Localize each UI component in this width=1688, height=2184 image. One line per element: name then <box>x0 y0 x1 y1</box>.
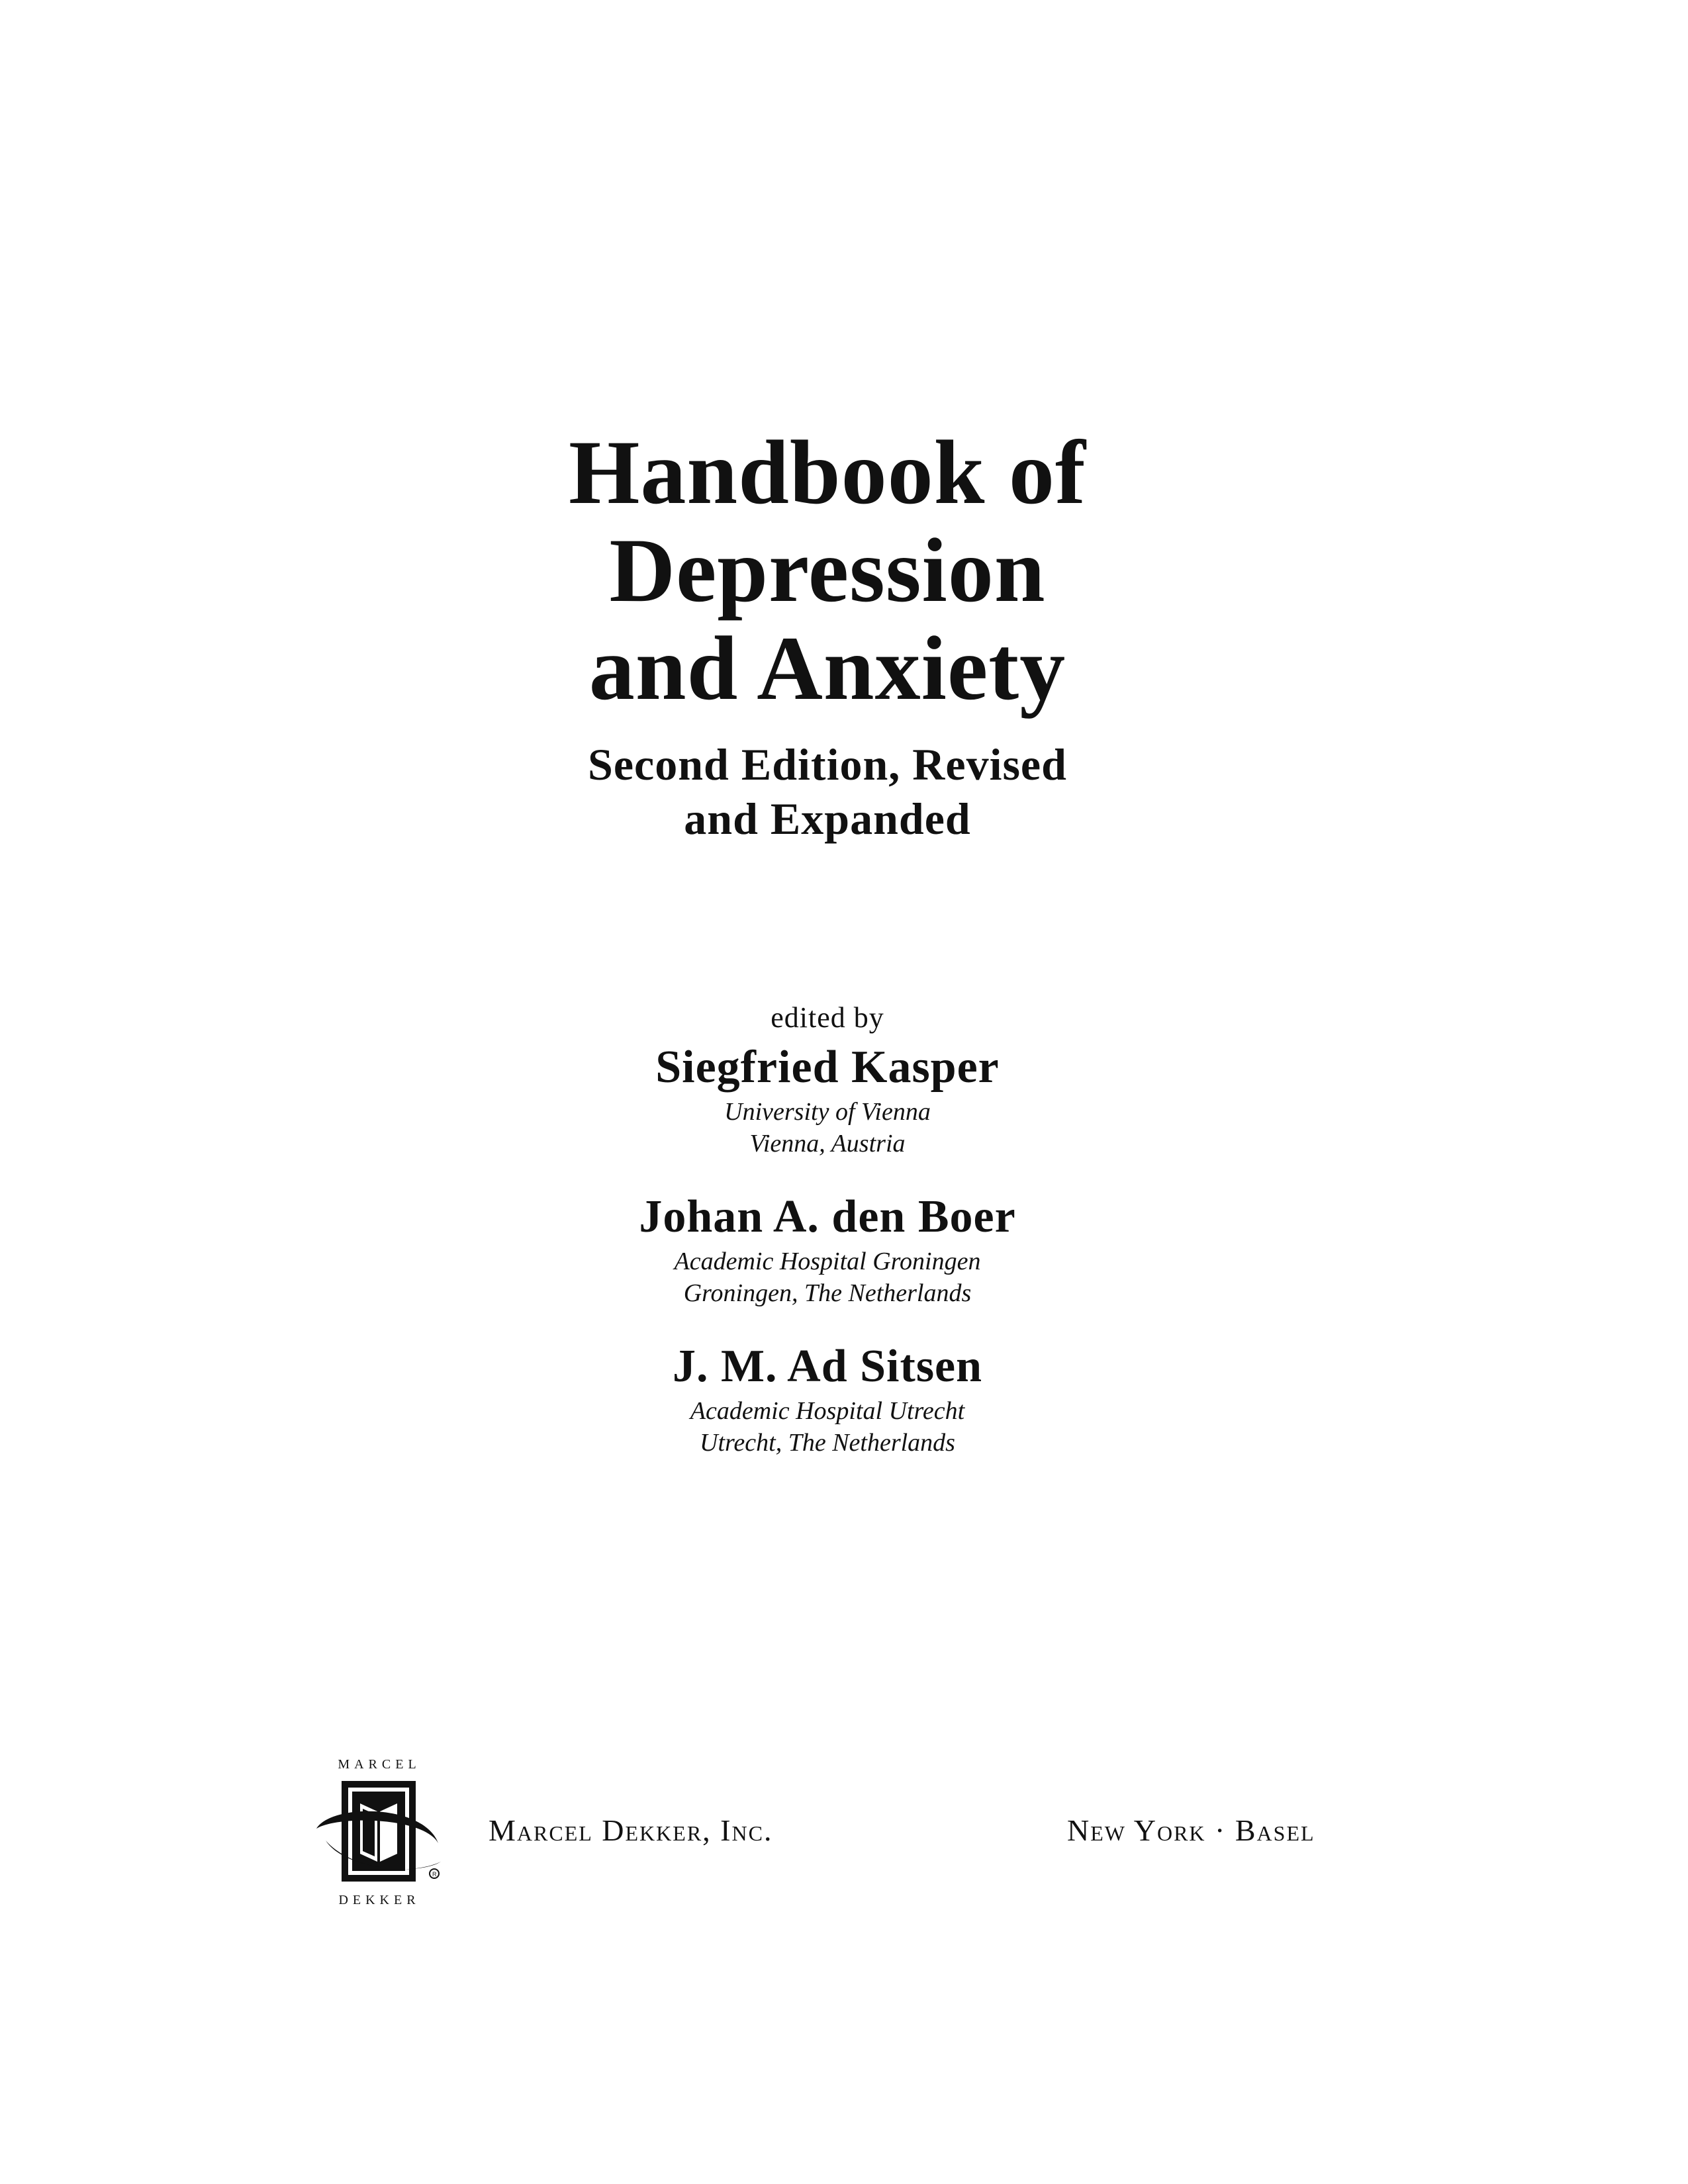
editor-name: Johan A. den Boer <box>639 1191 1016 1242</box>
editor-affiliation-location: Utrecht, The Netherlands <box>700 1429 955 1457</box>
book-title-line-2: Depression <box>609 520 1046 621</box>
book-title-line-1: Handbook of <box>569 422 1086 523</box>
editor-affiliation-institution: Academic Hospital Groningen <box>674 1248 981 1275</box>
book-title-block <box>516 424 1139 846</box>
logo-bottom-text: DEKKER <box>338 1893 420 1907</box>
edition-subtitle <box>516 737 1139 846</box>
edition-subtitle-line-1: Second Edition, Revised <box>588 739 1067 790</box>
edition-subtitle-line-2: and Expanded <box>684 794 971 844</box>
editor-affiliation-location: Vienna, Austria <box>749 1130 906 1158</box>
editor-den-boer <box>556 1189 1099 1309</box>
logo-top-text: MARCEL <box>338 1757 421 1772</box>
book-title-line-3: and Anxiety <box>588 617 1066 719</box>
editor-affiliation-institution: University of Vienna <box>724 1098 931 1126</box>
publisher-name: Marcel Dekker, Inc. <box>489 1813 773 1847</box>
publisher-cities: New York · Basel <box>1067 1813 1315 1847</box>
editor-sitsen <box>556 1338 1099 1459</box>
editor-kasper <box>556 1039 1099 1160</box>
editor-name: J. M. Ad Sitsen <box>672 1341 983 1392</box>
svg-text:R: R <box>432 1871 437 1878</box>
editors-block <box>556 999 1099 1459</box>
edited-by-label: edited by <box>771 1001 884 1034</box>
publisher-logo <box>311 1757 444 1909</box>
editor-affiliation-institution: Academic Hospital Utrecht <box>690 1397 965 1425</box>
book-globe-logo-icon <box>311 1777 444 1889</box>
editor-name: Siegfried Kasper <box>655 1042 1000 1093</box>
editor-affiliation-location: Groningen, The Netherlands <box>683 1279 972 1307</box>
